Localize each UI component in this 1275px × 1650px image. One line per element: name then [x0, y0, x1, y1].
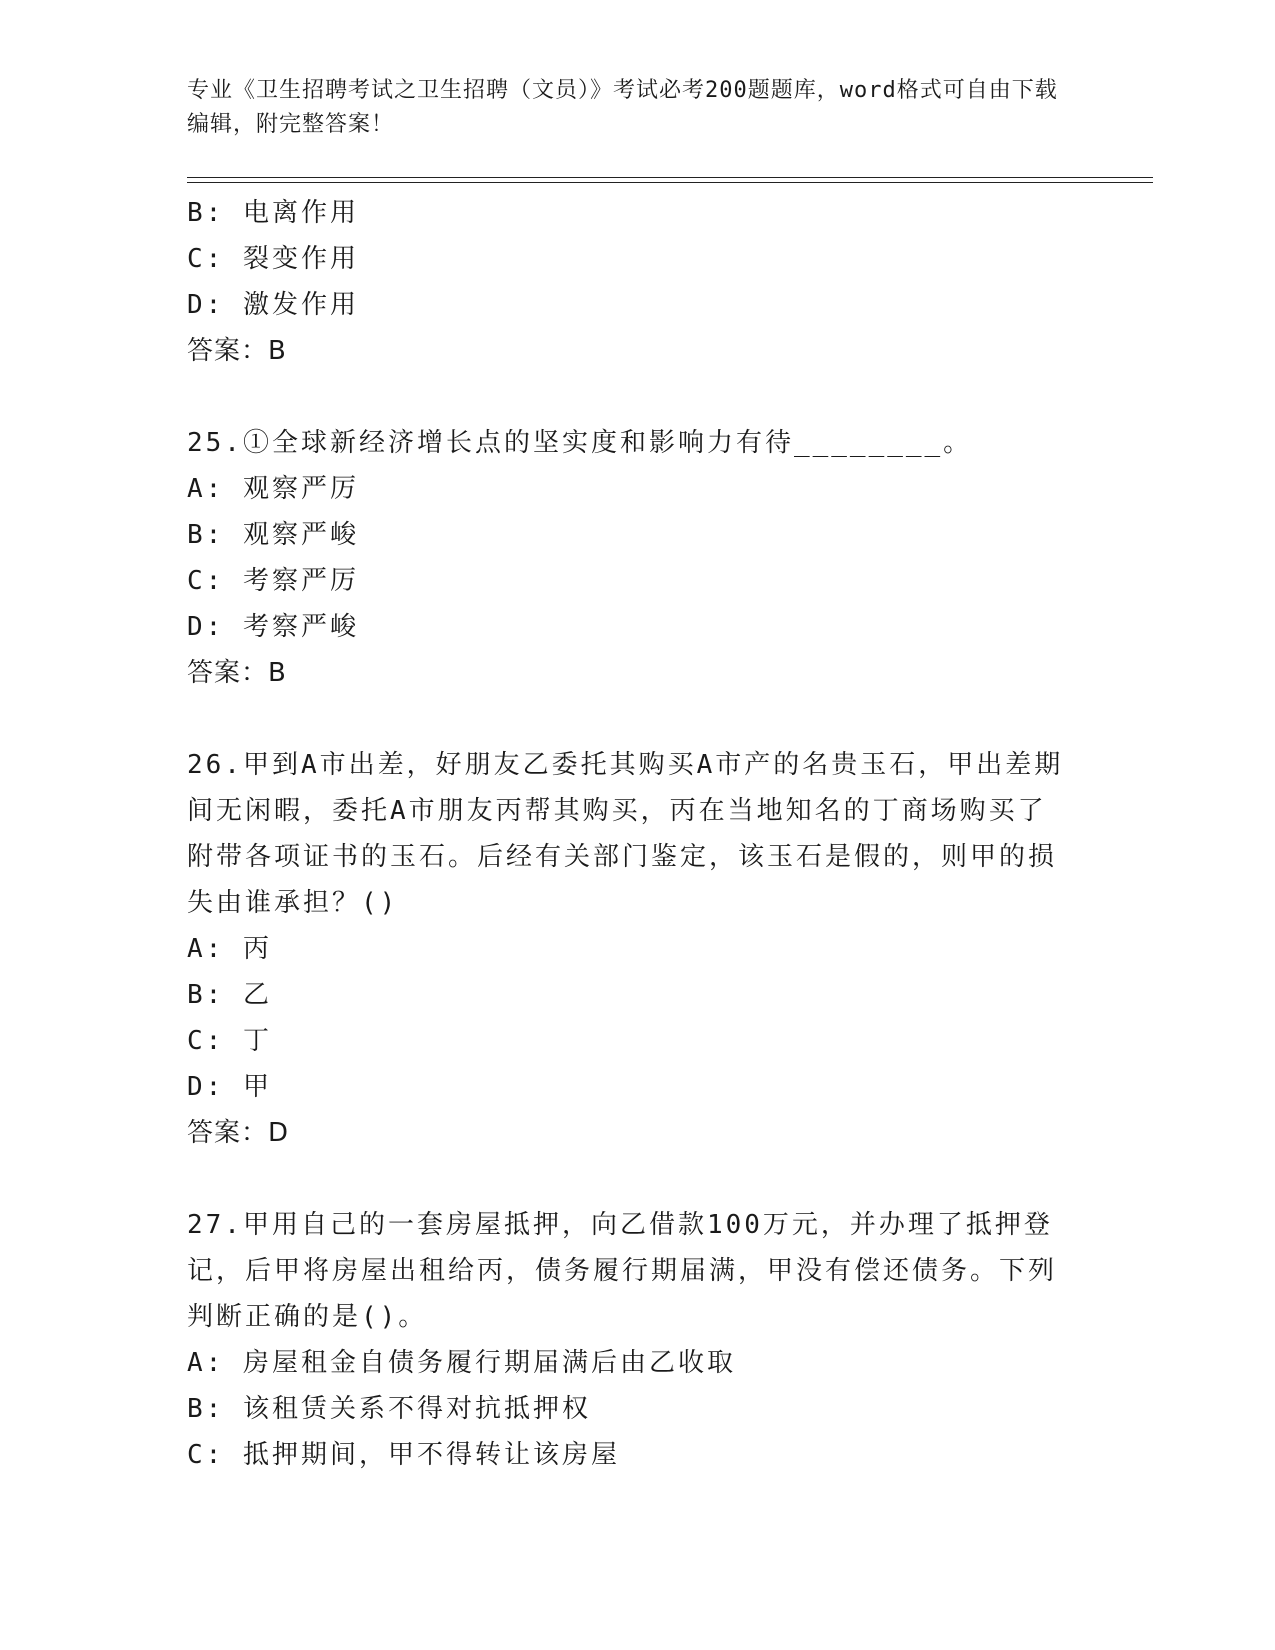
option-d: D: 考察严峻 [187, 612, 359, 642]
option-c: C: 抵押期间，甲不得转让该房屋 [187, 1440, 620, 1470]
question-26-block [187, 742, 1087, 1156]
option-a: A: 丙 [187, 934, 272, 964]
question-text: 25.①全球新经济增长点的坚实度和影响力有待________。 [187, 428, 973, 458]
answer-label: 答案：D [187, 1118, 290, 1148]
question-25-block [187, 420, 1087, 696]
question-text: 27.甲用自己的一套房屋抵押，向乙借款100万元，并办理了抵押登记，后甲将房屋出租给丙，债务履行期届满，甲没有偿还债务。下列判断正确的是()。 [187, 1210, 1058, 1332]
header-divider-bottom [187, 182, 1153, 183]
option-b: B: 该租赁关系不得对抗抵押权 [187, 1394, 591, 1424]
spacer [187, 1156, 1087, 1202]
answer-label: 答案：B [187, 336, 287, 366]
option-a: A: 观察严厉 [187, 474, 359, 504]
header-divider-top [187, 177, 1153, 178]
spacer [187, 696, 1087, 742]
option-d: D: 甲 [187, 1072, 272, 1102]
question-24-block [187, 190, 1087, 374]
option-b: B: 电离作用 [187, 198, 359, 228]
option-c: C: 丁 [187, 1026, 272, 1056]
question-list [187, 190, 1087, 1478]
spacer [187, 374, 1087, 420]
question-text: 26.甲到A市出差，好朋友乙委托其购买A市产的名贵玉石，甲出差期间无闲暇，委托A市朋友丙帮其购买，丙在当地知名的丁商场购买了附带各项证书的玉石。后经有关部门鉴定，该玉石是假的，则甲的损失由谁承担？() [187, 750, 1064, 918]
option-b: B: 观察严峻 [187, 520, 359, 550]
option-c: C: 裂变作用 [187, 244, 359, 274]
option-b: B: 乙 [187, 980, 272, 1010]
option-a: A: 房屋租金自债务履行期届满后由乙收取 [187, 1348, 736, 1378]
option-d: D: 激发作用 [187, 290, 359, 320]
question-27-block [187, 1202, 1087, 1478]
option-c: C: 考察严厉 [187, 566, 359, 596]
answer-label: 答案：B [187, 658, 287, 688]
document-header: 专业《卫生招聘考试之卫生招聘（文员）》考试必考200题题库，word格式可自由下载编辑，附完整答案！ [187, 78, 1058, 137]
